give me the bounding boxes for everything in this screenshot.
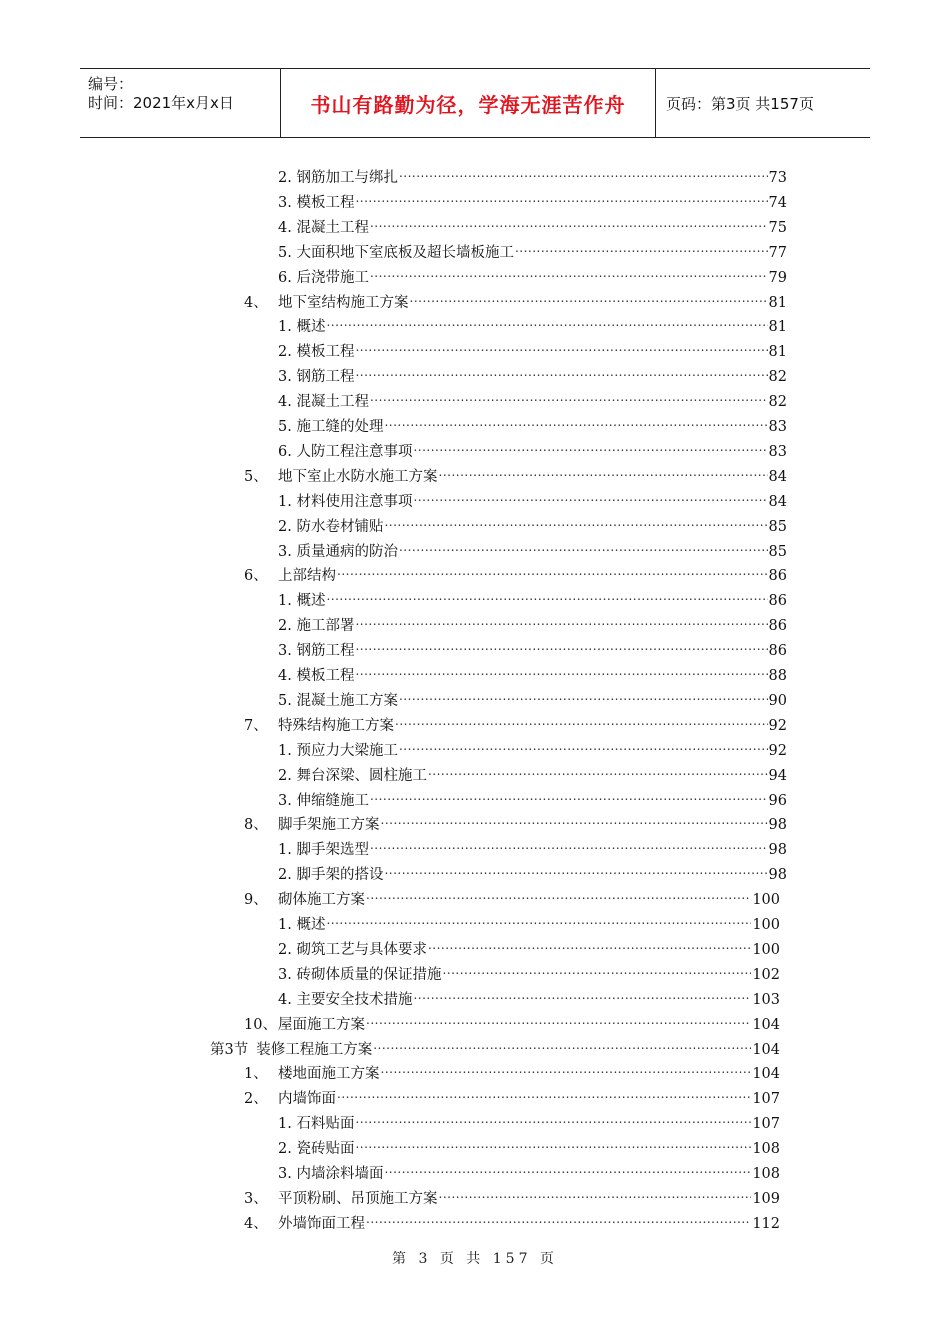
toc-entry[interactable]	[278, 834, 787, 859]
toc-entry-page: 108	[752, 1166, 780, 1182]
toc-entry-page: 108	[752, 1141, 780, 1158]
toc-entry[interactable]	[278, 237, 787, 261]
toc-leader-dots	[355, 361, 767, 381]
toc-entry-title: 2. 舞台深梁、圆柱施工	[278, 767, 427, 784]
toc-entry[interactable]	[278, 660, 787, 684]
toc-leader-dots	[355, 1108, 751, 1128]
toc-entry[interactable]	[278, 959, 780, 983]
toc-entry-title: 特殊结构施工方案	[278, 717, 394, 734]
toc-entry-title: 3. 质量通病的防治	[278, 543, 398, 560]
toc-entry-page: 82	[768, 394, 787, 411]
toc-entry-title: 4. 混凝土工程	[278, 394, 369, 411]
toc-entry[interactable]	[244, 287, 787, 311]
toc-entry-page: 107	[752, 1116, 780, 1133]
toc-leader-dots	[337, 560, 768, 580]
toc-entry-page: 109	[752, 1190, 780, 1207]
toc-leader-dots	[370, 212, 768, 232]
toc-entry-page: 92	[768, 742, 787, 759]
toc-leader-dots	[384, 411, 767, 431]
toc-entry-title: 3. 伸缩缝施工	[278, 792, 369, 809]
toc-entry[interactable]	[244, 809, 787, 834]
toc-entry-title: 地下室结构施工方案	[278, 294, 409, 311]
toc-entry-title: 平顶粉刷、吊顶施工方案	[278, 1190, 438, 1207]
toc-entry-number: 10、	[244, 1016, 277, 1033]
toc-entry-page: 86	[768, 643, 787, 660]
header-page-cell	[656, 69, 870, 137]
toc-entry-page: 81	[768, 294, 787, 311]
toc-entry[interactable]	[278, 262, 787, 286]
toc-entry[interactable]	[210, 1034, 780, 1058]
toc-entry-page: 86	[768, 593, 787, 610]
toc-entry[interactable]	[278, 934, 780, 958]
toc-entry-page: 75	[768, 219, 787, 236]
toc-entry-page: 103	[752, 991, 780, 1008]
header-motto: 书山有路勤为径，学海无涯苦作舟	[310, 92, 626, 117]
toc-entry[interactable]	[278, 760, 787, 784]
toc-leader-dots	[515, 237, 768, 257]
toc-leader-dots	[442, 959, 751, 979]
toc-entry-title: 4. 混凝土工程	[278, 219, 369, 236]
toc-entry-title: 1. 脚手架选型	[278, 842, 369, 859]
toc-entry[interactable]	[278, 785, 787, 809]
toc-entry-title: 5. 施工缝的处理	[278, 419, 384, 435]
toc-entry-title: 5. 大面积地下室底板及超长墙板施工	[278, 244, 514, 261]
toc-entry[interactable]	[278, 536, 787, 560]
toc-leader-dots	[355, 635, 767, 655]
toc-leader-dots	[439, 461, 768, 481]
toc-entry-number: 第3节	[210, 1041, 249, 1058]
toc-entry-title: 上部结构	[278, 568, 336, 585]
toc-entry[interactable]	[244, 1083, 780, 1108]
toc-entry-title: 砌体施工方案	[278, 892, 365, 909]
toc-leader-dots	[428, 760, 768, 780]
toc-leader-dots	[381, 1058, 752, 1078]
header-page-info: 页码：第3页 共157页	[666, 94, 814, 113]
toc-entry[interactable]	[244, 710, 787, 734]
toc-entry-page: 98	[768, 817, 787, 834]
toc-entry[interactable]	[278, 909, 780, 933]
toc-entry-page: 81	[768, 344, 787, 361]
toc-entry-number: 6、	[244, 568, 268, 585]
toc-leader-dots	[366, 1009, 751, 1029]
toc-entry-page: 104	[752, 1016, 780, 1033]
toc-entry-title: 2. 模板工程	[278, 344, 355, 361]
toc-entry[interactable]	[244, 1208, 780, 1232]
toc-leader-dots	[355, 610, 767, 630]
toc-entry[interactable]	[244, 1009, 780, 1033]
toc-entry[interactable]	[278, 735, 787, 759]
toc-leader-dots	[355, 187, 767, 207]
toc-entry-title: 楼地面施工方案	[278, 1066, 380, 1083]
toc-entry-page: 84	[768, 493, 787, 510]
toc-entry[interactable]	[278, 436, 787, 460]
toc-entry-title: 2. 瓷砖贴面	[278, 1141, 355, 1158]
toc-entry-title: 3. 钢筋工程	[278, 369, 355, 386]
toc-entry-title: 内墙饰面	[278, 1091, 336, 1108]
toc-entry[interactable]	[278, 1133, 780, 1158]
toc-entry[interactable]	[278, 187, 787, 211]
toc-entry-title: 2. 防水卷材铺贴	[278, 518, 384, 535]
toc-entry-title: 2. 施工部署	[278, 618, 355, 635]
toc-entry-number: 4、	[244, 1215, 268, 1232]
toc-entry[interactable]	[278, 685, 787, 709]
toc-entry-title: 外墙饰面工程	[278, 1215, 365, 1232]
toc-entry-page: 73	[768, 170, 787, 186]
toc-entry-page: 94	[768, 767, 787, 784]
toc-entry[interactable]	[278, 984, 780, 1008]
toc-leader-dots	[399, 162, 768, 182]
toc-entry-title: 3. 钢筋工程	[278, 643, 355, 660]
toc-entry-page: 104	[752, 1041, 780, 1058]
toc-entry[interactable]	[278, 635, 787, 660]
toc-entry[interactable]	[278, 585, 787, 610]
toc-entry-number: 1、	[244, 1066, 268, 1083]
toc-leader-dots	[366, 1208, 751, 1228]
toc-entry-page: 82	[768, 369, 787, 386]
toc-entry-title: 地下室止水防水施工方案	[278, 468, 438, 485]
toc-leader-dots	[413, 436, 767, 456]
toc-leader-dots	[413, 486, 767, 506]
toc-entry-number: 8、	[244, 817, 268, 834]
toc-entry-title: 3. 砖砌体质量的保证措施	[278, 966, 442, 983]
toc-entry-page: 81	[768, 319, 787, 336]
toc-entry-title: 3. 模板工程	[278, 194, 355, 211]
toc-entry[interactable]	[278, 411, 787, 435]
toc-entry[interactable]	[278, 212, 787, 236]
toc-leader-dots	[384, 859, 767, 879]
toc-leader-dots	[373, 1034, 751, 1054]
page-header	[80, 68, 870, 138]
toc-entry[interactable]	[278, 336, 787, 361]
toc-entry-title: 2. 脚手架的搭设	[278, 867, 384, 884]
toc-entry-page: 79	[768, 269, 787, 286]
toc-entry[interactable]	[278, 486, 787, 510]
toc-leader-dots	[381, 809, 768, 829]
toc-leader-dots	[413, 984, 751, 1004]
toc-entry-title: 4. 模板工程	[278, 668, 355, 684]
toc-leader-dots	[355, 1133, 751, 1153]
toc-entry-number: 3、	[244, 1190, 268, 1207]
toc-entry-page: 85	[768, 543, 787, 560]
toc-leader-dots	[384, 1158, 751, 1178]
toc-leader-dots	[355, 660, 767, 680]
toc-leader-dots	[410, 287, 768, 307]
header-motto-cell	[281, 69, 656, 137]
toc-entry-page: 85	[768, 518, 787, 535]
page-footer: 第 3 页 共 157 页	[392, 1251, 558, 1267]
toc-entry-page: 90	[768, 692, 787, 709]
toc-entry-page: 74	[768, 194, 787, 211]
toc-entry-page: 104	[752, 1066, 780, 1083]
toc-entry-title: 屋面施工方案	[278, 1016, 365, 1033]
toc-entry-title: 3. 内墙涂料墙面	[278, 1166, 384, 1182]
toc-entry[interactable]	[278, 1108, 780, 1133]
document-time-label: 时间：2021年x月x日	[88, 94, 234, 112]
toc-entry-title: 1. 概述	[278, 917, 326, 933]
toc-entry-number: 5、	[244, 468, 268, 485]
toc-entry[interactable]	[244, 461, 787, 485]
toc-entry[interactable]	[244, 560, 787, 585]
toc-entry-page: 86	[768, 568, 787, 585]
toc-entry[interactable]	[244, 1183, 780, 1207]
toc-entry-title: 5. 混凝土施工方案	[278, 692, 398, 709]
toc-entry-title: 1. 概述	[278, 593, 326, 610]
toc-leader-dots	[399, 536, 768, 556]
toc-entry-number: 9、	[244, 892, 268, 909]
toc-entry-page: 92	[768, 717, 787, 734]
toc-entry-page: 86	[768, 618, 787, 635]
toc-leader-dots	[370, 834, 768, 854]
toc-entry[interactable]	[278, 311, 787, 336]
toc-entry[interactable]	[278, 361, 787, 386]
toc-entry[interactable]	[278, 859, 787, 884]
toc-entry-title: 2. 砌筑工艺与具体要求	[278, 941, 427, 958]
toc-entry-page: 100	[752, 917, 780, 933]
toc-entry-title: 1. 石料贴面	[278, 1116, 355, 1133]
toc-entry[interactable]	[244, 1058, 780, 1083]
toc-entry-page: 98	[768, 867, 787, 884]
toc-entry-title: 1. 预应力大梁施工	[278, 742, 398, 759]
toc-entry-page: 100	[752, 892, 780, 909]
toc-entry-title: 脚手架施工方案	[278, 817, 380, 834]
toc-entry-page: 98	[768, 842, 787, 859]
toc-leader-dots	[337, 1083, 751, 1103]
header-info-cell	[80, 69, 281, 137]
toc-entry[interactable]	[278, 511, 787, 535]
toc-leader-dots	[326, 909, 751, 929]
toc-leader-dots	[439, 1183, 752, 1203]
toc-entry-page: 102	[752, 966, 780, 983]
toc-leader-dots	[384, 511, 767, 531]
toc-entry-page: 88	[768, 668, 787, 684]
document-number-label: 编号：	[88, 75, 134, 93]
toc-entry[interactable]	[278, 386, 787, 411]
toc-leader-dots	[395, 710, 768, 730]
toc-entry-title: 1. 概述	[278, 319, 326, 336]
toc-entry-page: 112	[752, 1215, 780, 1232]
toc-entry[interactable]	[278, 610, 787, 635]
toc-leader-dots	[399, 685, 768, 705]
toc-entry-page: 100	[752, 941, 780, 958]
toc-leader-dots	[370, 262, 768, 282]
toc-entry-number: 7、	[244, 717, 268, 734]
toc-entry-number: 2、	[244, 1091, 268, 1108]
toc-entry-number: 4、	[244, 294, 268, 311]
toc-leader-dots	[428, 934, 751, 954]
toc-leader-dots	[366, 884, 751, 904]
toc-leader-dots	[326, 311, 767, 331]
toc-entry-title: 6. 后浇带施工	[278, 269, 369, 286]
toc-entry-page: 107	[752, 1091, 780, 1108]
toc-entry-title: 4. 主要安全技术措施	[278, 991, 413, 1008]
toc-entry-page: 84	[768, 468, 787, 485]
toc-entry-title: 装修工程施工方案	[256, 1041, 373, 1058]
toc-entry-page: 83	[768, 419, 787, 435]
toc-entry-page: 83	[768, 443, 787, 460]
toc-entry-title: 1. 材料使用注意事项	[278, 493, 413, 510]
toc-entry[interactable]	[278, 1158, 780, 1182]
toc-entry-page: 77	[768, 244, 787, 261]
toc-entry[interactable]	[278, 162, 787, 186]
toc-entry-title: 2. 钢筋加工与绑扎	[278, 170, 398, 186]
toc-leader-dots	[370, 785, 768, 805]
toc-leader-dots	[326, 585, 767, 605]
toc-entry-title: 6. 人防工程注意事项	[278, 443, 413, 460]
toc-entry[interactable]	[244, 884, 780, 909]
toc-leader-dots	[355, 336, 767, 356]
toc-entry-page: 96	[768, 792, 787, 809]
toc-leader-dots	[370, 386, 768, 406]
toc-leader-dots	[399, 735, 768, 755]
